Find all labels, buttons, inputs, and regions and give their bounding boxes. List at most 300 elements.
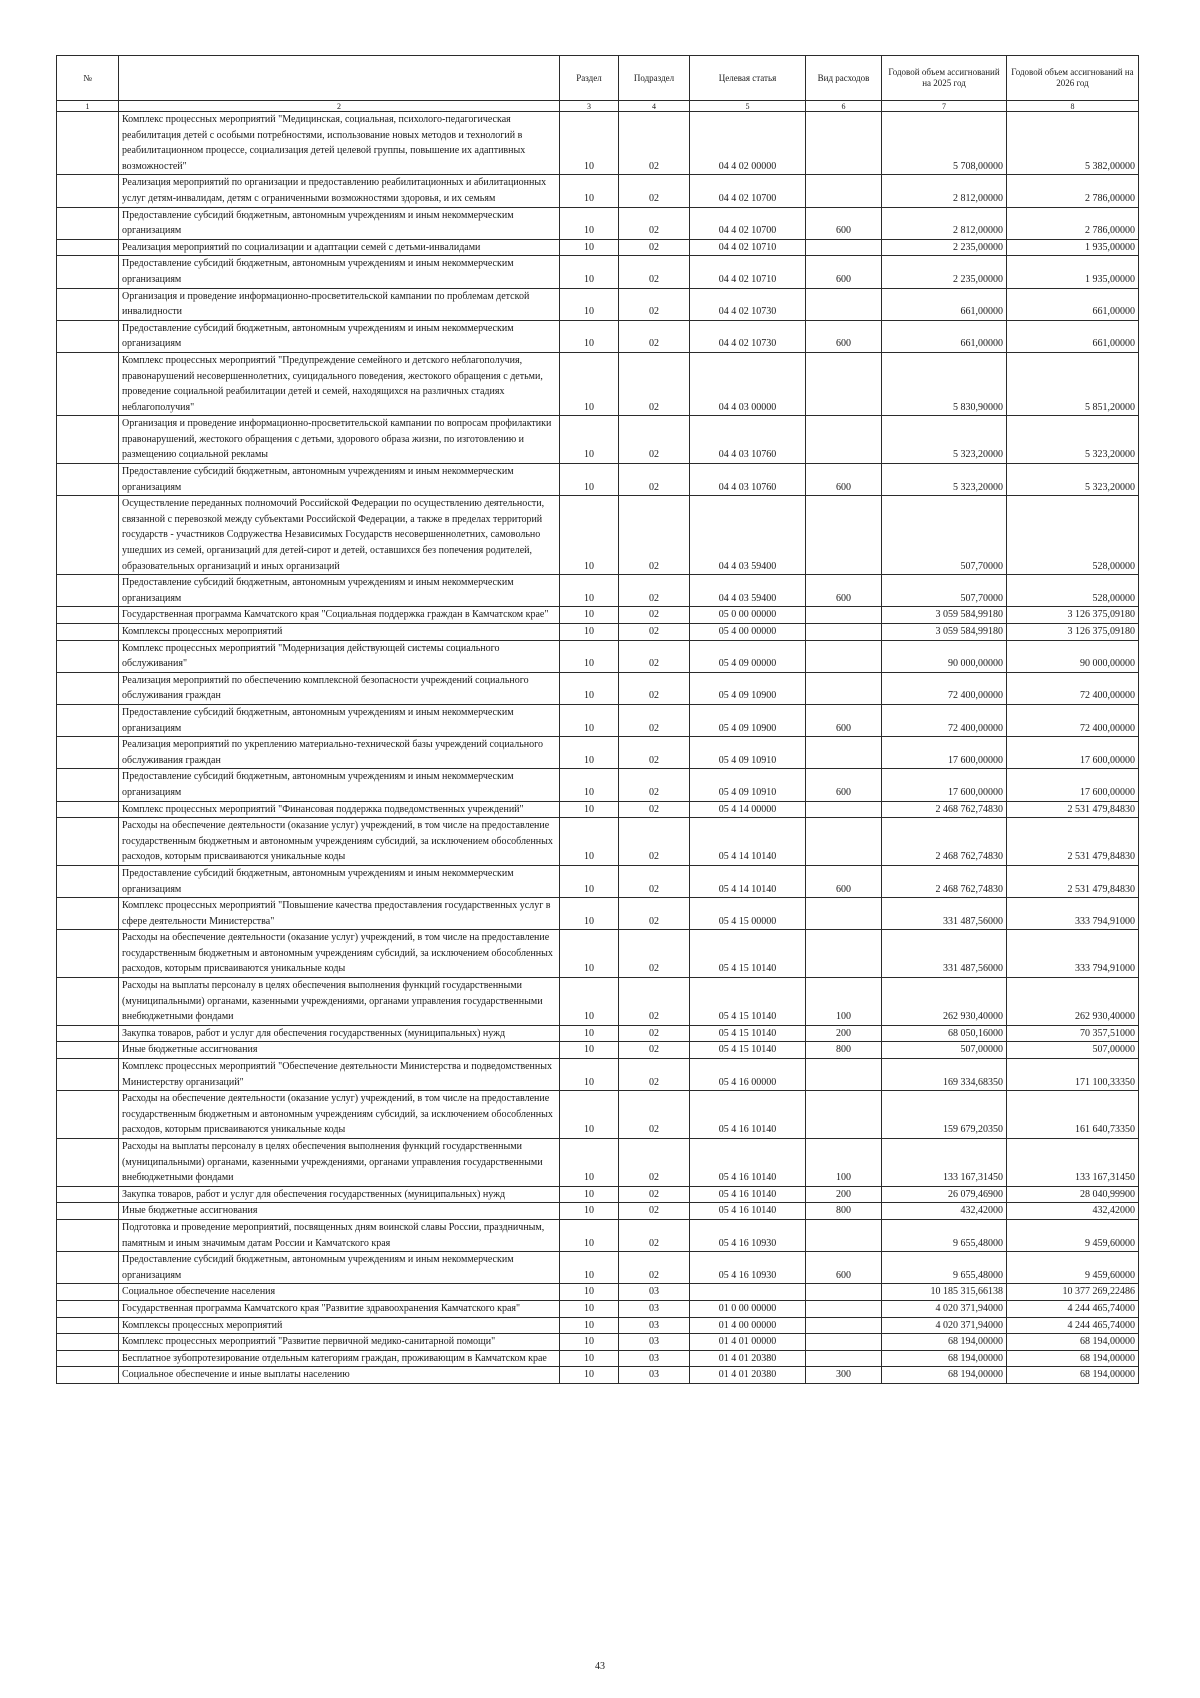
row-target-code: 05 4 15 10140 xyxy=(690,1025,806,1042)
num-cell xyxy=(57,704,119,736)
row-amount-2026: 5 323,20000 xyxy=(1007,416,1139,464)
row-expense-type: 600 xyxy=(806,865,882,897)
table-row xyxy=(57,1025,1139,1042)
row-name: Организация и проведение информационно-просветительской кампании по проблемам детской инвалидности xyxy=(119,288,560,320)
row-razdel: 10 xyxy=(560,239,619,256)
row-amount-2026: 133 167,31450 xyxy=(1007,1139,1139,1187)
row-name: Реализация мероприятий по социализации и адаптации семей с детьми-инвалидами xyxy=(119,239,560,256)
row-target-code: 04 4 03 10760 xyxy=(690,464,806,496)
row-target-code: 05 4 09 10910 xyxy=(690,769,806,801)
row-amount-2025: 17 600,00000 xyxy=(882,737,1007,769)
table-row xyxy=(57,1091,1139,1139)
row-podrazdel: 02 xyxy=(619,288,690,320)
num-cell xyxy=(57,1091,119,1139)
row-amount-2026: 72 400,00000 xyxy=(1007,672,1139,704)
row-target-code: 05 4 09 10900 xyxy=(690,704,806,736)
row-podrazdel: 02 xyxy=(619,1042,690,1059)
row-name: Комплекс процессных мероприятий "Обеспечение деятельности Министерства и подведомственных Министерству организаций" xyxy=(119,1059,560,1091)
row-amount-2026: 68 194,00000 xyxy=(1007,1334,1139,1351)
row-amount-2025: 17 600,00000 xyxy=(882,769,1007,801)
row-amount-2025: 507,00000 xyxy=(882,1042,1007,1059)
row-podrazdel: 02 xyxy=(619,416,690,464)
row-amount-2026: 2 786,00000 xyxy=(1007,175,1139,207)
row-amount-2025: 9 655,48000 xyxy=(882,1219,1007,1251)
table-row xyxy=(57,1284,1139,1301)
num-cell xyxy=(57,1042,119,1059)
row-amount-2025: 5 323,20000 xyxy=(882,416,1007,464)
row-amount-2026: 5 851,20000 xyxy=(1007,352,1139,415)
row-expense-type xyxy=(806,288,882,320)
num-cell xyxy=(57,496,119,575)
table-row xyxy=(57,1317,1139,1334)
row-target-code: 04 4 02 10700 xyxy=(690,207,806,239)
num-cell xyxy=(57,288,119,320)
column-number-4: 4 xyxy=(619,101,690,112)
row-target-code: 04 4 02 10710 xyxy=(690,256,806,288)
table-body xyxy=(57,112,1139,1384)
table-row xyxy=(57,207,1139,239)
num-cell xyxy=(57,1334,119,1351)
num-cell xyxy=(57,1186,119,1203)
row-target-code: 05 4 16 10140 xyxy=(690,1091,806,1139)
row-amount-2026: 171 100,33350 xyxy=(1007,1059,1139,1091)
row-name: Комплекс процессных мероприятий "Медицинская, социальная, психолого-педагогическая реабилитация детей с особыми потребностями, использование новых методов и технологий в реабилитационном процессе, социализация детей целевой группы, повышение их адаптивных возможностей" xyxy=(119,112,560,175)
row-podrazdel: 02 xyxy=(619,1252,690,1284)
row-target-code: 05 4 14 10140 xyxy=(690,818,806,866)
table-row xyxy=(57,256,1139,288)
row-name: Предоставление субсидий бюджетным, автономным учреждениям и иным некоммерческим организациям xyxy=(119,464,560,496)
row-razdel: 10 xyxy=(560,1091,619,1139)
row-target-code: 04 4 03 00000 xyxy=(690,352,806,415)
row-name: Предоставление субсидий бюджетным, автономным учреждениям и иным некоммерческим организациям xyxy=(119,769,560,801)
row-amount-2026: 70 357,51000 xyxy=(1007,1025,1139,1042)
num-cell xyxy=(57,1252,119,1284)
row-expense-type: 200 xyxy=(806,1186,882,1203)
row-target-code: 01 4 01 20380 xyxy=(690,1350,806,1367)
row-amount-2025: 2 235,00000 xyxy=(882,256,1007,288)
row-target-code: 05 4 00 00000 xyxy=(690,624,806,641)
table-row xyxy=(57,978,1139,1026)
column-number-2: 2 xyxy=(119,101,560,112)
row-expense-type: 100 xyxy=(806,1139,882,1187)
row-amount-2026: 333 794,91000 xyxy=(1007,898,1139,930)
budget-allocation-table xyxy=(56,55,1139,1384)
row-name: Расходы на обеспечение деятельности (оказание услуг) учреждений, в том числе на предоставление государственным бюджетным и автономным учреждениям субсидий, за исключением обособленных расходов, которым присваиваются уникальные коды xyxy=(119,1091,560,1139)
row-amount-2026: 68 194,00000 xyxy=(1007,1350,1139,1367)
row-name: Подготовка и проведение мероприятий, посвященных дням воинской славы России, праздничным, памятным и иным значимым датам России и Камчатского края xyxy=(119,1219,560,1251)
num-cell xyxy=(57,1350,119,1367)
row-amount-2026: 17 600,00000 xyxy=(1007,769,1139,801)
row-expense-type: 800 xyxy=(806,1203,882,1220)
table-row xyxy=(57,1367,1139,1384)
table-row xyxy=(57,464,1139,496)
num-cell xyxy=(57,352,119,415)
row-amount-2025: 68 194,00000 xyxy=(882,1334,1007,1351)
row-target-code: 05 4 16 10140 xyxy=(690,1203,806,1220)
header-razdel: Раздел xyxy=(560,56,619,101)
budget-table-sheet xyxy=(56,55,1138,1384)
row-amount-2025: 2 812,00000 xyxy=(882,207,1007,239)
num-cell xyxy=(57,1300,119,1317)
table-row xyxy=(57,930,1139,978)
row-name: Расходы на выплаты персоналу в целях обеспечения выполнения функций государственными (муниципальными) органами, казенными учреждениями, органами управления государственными внебюджетными фондами xyxy=(119,1139,560,1187)
num-cell xyxy=(57,978,119,1026)
num-cell xyxy=(57,256,119,288)
num-cell xyxy=(57,320,119,352)
row-name: Государственная программа Камчатского края "Развитие здравоохранения Камчатского края" xyxy=(119,1300,560,1317)
table-row xyxy=(57,175,1139,207)
row-target-code: 05 4 16 10140 xyxy=(690,1186,806,1203)
row-expense-type xyxy=(806,1284,882,1301)
row-amount-2025: 90 000,00000 xyxy=(882,640,1007,672)
row-amount-2026: 2 531 479,84830 xyxy=(1007,865,1139,897)
row-amount-2025: 4 020 371,94000 xyxy=(882,1300,1007,1317)
row-amount-2026: 3 126 375,09180 xyxy=(1007,624,1139,641)
row-razdel: 10 xyxy=(560,1219,619,1251)
table-row xyxy=(57,320,1139,352)
row-expense-type: 600 xyxy=(806,207,882,239)
row-name: Расходы на обеспечение деятельности (оказание услуг) учреждений, в том числе на предоставление государственным бюджетным и автономным учреждениям субсидий, за исключением обособленных расходов, которым присваиваются уникальные коды xyxy=(119,818,560,866)
row-name: Комплекс процессных мероприятий "Развитие первичной медико-санитарной помощи" xyxy=(119,1334,560,1351)
num-cell xyxy=(57,575,119,607)
row-target-code: 04 4 02 10730 xyxy=(690,288,806,320)
num-cell xyxy=(57,1317,119,1334)
row-target-code: 05 4 16 10140 xyxy=(690,1139,806,1187)
row-podrazdel: 02 xyxy=(619,1059,690,1091)
row-podrazdel: 02 xyxy=(619,898,690,930)
row-expense-type: 200 xyxy=(806,1025,882,1042)
row-amount-2026: 2 531 479,84830 xyxy=(1007,801,1139,818)
row-podrazdel: 02 xyxy=(619,239,690,256)
row-expense-type xyxy=(806,737,882,769)
row-razdel: 10 xyxy=(560,1300,619,1317)
num-cell xyxy=(57,1059,119,1091)
row-podrazdel: 03 xyxy=(619,1284,690,1301)
table-row xyxy=(57,898,1139,930)
num-cell xyxy=(57,1139,119,1187)
row-name: Закупка товаров, работ и услуг для обеспечения государственных (муниципальных) нужд xyxy=(119,1025,560,1042)
table-row xyxy=(57,801,1139,818)
table-row xyxy=(57,416,1139,464)
row-razdel: 10 xyxy=(560,175,619,207)
row-amount-2026: 2 531 479,84830 xyxy=(1007,818,1139,866)
row-razdel: 10 xyxy=(560,1317,619,1334)
row-name: Закупка товаров, работ и услуг для обеспечения государственных (муниципальных) нужд xyxy=(119,1186,560,1203)
row-razdel: 10 xyxy=(560,801,619,818)
table-row xyxy=(57,1186,1139,1203)
row-expense-type xyxy=(806,1059,882,1091)
row-expense-type xyxy=(806,898,882,930)
row-razdel: 10 xyxy=(560,575,619,607)
table-row xyxy=(57,1059,1139,1091)
row-target-code: 01 4 01 20380 xyxy=(690,1367,806,1384)
page-number: 43 xyxy=(595,1661,605,1672)
row-amount-2025: 507,70000 xyxy=(882,496,1007,575)
row-amount-2026: 4 244 465,74000 xyxy=(1007,1300,1139,1317)
row-name: Реализация мероприятий по укреплению материально-технической базы учреждений социального обслуживания граждан xyxy=(119,737,560,769)
row-amount-2025: 661,00000 xyxy=(882,320,1007,352)
row-razdel: 10 xyxy=(560,672,619,704)
num-cell xyxy=(57,737,119,769)
table-row xyxy=(57,496,1139,575)
row-target-code: 04 4 03 59400 xyxy=(690,496,806,575)
num-cell xyxy=(57,112,119,175)
num-cell xyxy=(57,175,119,207)
table-row xyxy=(57,818,1139,866)
row-name: Расходы на обеспечение деятельности (оказание услуг) учреждений, в том числе на предоставление государственным бюджетным и автономным учреждениям субсидий, за исключением обособленных расходов, которым присваиваются уникальные коды xyxy=(119,930,560,978)
row-amount-2025: 2 468 762,74830 xyxy=(882,865,1007,897)
row-podrazdel: 02 xyxy=(619,865,690,897)
row-target-code: 05 4 16 10930 xyxy=(690,1252,806,1284)
row-razdel: 10 xyxy=(560,1059,619,1091)
row-name: Предоставление субсидий бюджетным, автономным учреждениям и иным некоммерческим организациям xyxy=(119,575,560,607)
header-amount-2026: Годовой объем ассигнований на 2026 год xyxy=(1007,56,1139,101)
row-target-code: 04 4 03 10760 xyxy=(690,416,806,464)
row-podrazdel: 02 xyxy=(619,769,690,801)
row-razdel: 10 xyxy=(560,1042,619,1059)
row-expense-type xyxy=(806,801,882,818)
row-amount-2025: 3 059 584,99180 xyxy=(882,624,1007,641)
row-expense-type: 300 xyxy=(806,1367,882,1384)
row-name: Социальное обеспечение населения xyxy=(119,1284,560,1301)
row-amount-2025: 68 050,16000 xyxy=(882,1025,1007,1042)
row-expense-type xyxy=(806,607,882,624)
row-razdel: 10 xyxy=(560,256,619,288)
num-cell xyxy=(57,416,119,464)
row-name: Предоставление субсидий бюджетным, автономным учреждениям и иным некоммерческим организациям xyxy=(119,1252,560,1284)
header-row xyxy=(57,56,1139,101)
column-number-5: 5 xyxy=(690,101,806,112)
row-expense-type xyxy=(806,640,882,672)
num-cell xyxy=(57,1203,119,1220)
row-amount-2026: 5 382,00000 xyxy=(1007,112,1139,175)
row-expense-type xyxy=(806,1300,882,1317)
row-amount-2025: 5 708,00000 xyxy=(882,112,1007,175)
column-number-7: 7 xyxy=(882,101,1007,112)
row-amount-2025: 10 185 315,66138 xyxy=(882,1284,1007,1301)
row-amount-2026: 661,00000 xyxy=(1007,320,1139,352)
num-cell xyxy=(57,239,119,256)
row-razdel: 10 xyxy=(560,624,619,641)
row-amount-2025: 159 679,20350 xyxy=(882,1091,1007,1139)
row-name: Расходы на выплаты персоналу в целях обеспечения выполнения функций государственными (муниципальными) органами, казенными учреждениями, органами управления государственными внебюджетными фондами xyxy=(119,978,560,1026)
num-cell xyxy=(57,1284,119,1301)
row-expense-type: 600 xyxy=(806,320,882,352)
row-amount-2025: 169 334,68350 xyxy=(882,1059,1007,1091)
row-razdel: 10 xyxy=(560,352,619,415)
row-expense-type: 800 xyxy=(806,1042,882,1059)
table-row xyxy=(57,1350,1139,1367)
row-name: Комплекс процессных мероприятий "Финансовая поддержка подведомственных учреждений" xyxy=(119,801,560,818)
num-cell xyxy=(57,640,119,672)
table-row xyxy=(57,1219,1139,1251)
row-razdel: 10 xyxy=(560,1334,619,1351)
row-name: Предоставление субсидий бюджетным, автономным учреждениям и иным некоммерческим организациям xyxy=(119,320,560,352)
row-razdel: 10 xyxy=(560,607,619,624)
row-podrazdel: 02 xyxy=(619,207,690,239)
row-target-code: 05 4 09 10910 xyxy=(690,737,806,769)
row-amount-2025: 2 235,00000 xyxy=(882,239,1007,256)
row-podrazdel: 02 xyxy=(619,672,690,704)
row-expense-type xyxy=(806,112,882,175)
num-cell xyxy=(57,769,119,801)
row-razdel: 10 xyxy=(560,464,619,496)
row-amount-2025: 5 830,90000 xyxy=(882,352,1007,415)
row-podrazdel: 02 xyxy=(619,1091,690,1139)
num-cell xyxy=(57,865,119,897)
row-expense-type: 600 xyxy=(806,1252,882,1284)
num-cell xyxy=(57,818,119,866)
row-target-code: 04 4 02 10700 xyxy=(690,175,806,207)
row-expense-type: 600 xyxy=(806,464,882,496)
row-name: Комплексы процессных мероприятий xyxy=(119,624,560,641)
column-number-3: 3 xyxy=(560,101,619,112)
row-expense-type xyxy=(806,1334,882,1351)
row-expense-type xyxy=(806,1350,882,1367)
num-cell xyxy=(57,624,119,641)
row-target-code: 05 4 15 00000 xyxy=(690,898,806,930)
row-expense-type xyxy=(806,1091,882,1139)
row-podrazdel: 02 xyxy=(619,1139,690,1187)
row-expense-type xyxy=(806,624,882,641)
row-amount-2026: 528,00000 xyxy=(1007,575,1139,607)
column-number-6: 6 xyxy=(806,101,882,112)
row-target-code: 01 4 01 00000 xyxy=(690,1334,806,1351)
row-razdel: 10 xyxy=(560,1252,619,1284)
row-amount-2026: 9 459,60000 xyxy=(1007,1219,1139,1251)
row-amount-2025: 507,70000 xyxy=(882,575,1007,607)
row-podrazdel: 02 xyxy=(619,1219,690,1251)
row-amount-2026: 72 400,00000 xyxy=(1007,704,1139,736)
row-amount-2025: 4 020 371,94000 xyxy=(882,1317,1007,1334)
row-podrazdel: 02 xyxy=(619,464,690,496)
row-razdel: 10 xyxy=(560,1186,619,1203)
table-row xyxy=(57,288,1139,320)
header-amount-2025: Годовой объем ассигнований на 2025 год xyxy=(882,56,1007,101)
table-row xyxy=(57,704,1139,736)
table-row xyxy=(57,1203,1139,1220)
row-podrazdel: 02 xyxy=(619,818,690,866)
row-expense-type xyxy=(806,175,882,207)
row-name: Социальное обеспечение и иные выплаты населению xyxy=(119,1367,560,1384)
table-row xyxy=(57,865,1139,897)
row-amount-2026: 9 459,60000 xyxy=(1007,1252,1139,1284)
row-target-code: 04 4 02 10730 xyxy=(690,320,806,352)
row-amount-2025: 3 059 584,99180 xyxy=(882,607,1007,624)
num-cell xyxy=(57,898,119,930)
num-cell xyxy=(57,1219,119,1251)
num-cell xyxy=(57,464,119,496)
row-target-code: 04 4 02 10710 xyxy=(690,239,806,256)
row-amount-2025: 331 487,56000 xyxy=(882,898,1007,930)
row-target-code: 05 4 14 00000 xyxy=(690,801,806,818)
table-row xyxy=(57,575,1139,607)
column-number-1: 1 xyxy=(57,101,119,112)
row-razdel: 10 xyxy=(560,1350,619,1367)
row-podrazdel: 02 xyxy=(619,978,690,1026)
row-amount-2025: 432,42000 xyxy=(882,1203,1007,1220)
row-name: Иные бюджетные ассигнования xyxy=(119,1042,560,1059)
table-header xyxy=(57,56,1139,112)
row-amount-2026: 262 930,40000 xyxy=(1007,978,1139,1026)
row-amount-2025: 2 812,00000 xyxy=(882,175,1007,207)
row-razdel: 10 xyxy=(560,288,619,320)
row-razdel: 10 xyxy=(560,930,619,978)
row-razdel: 10 xyxy=(560,640,619,672)
row-name: Реализация мероприятий по организации и предоставлению реабилитационных и абилитационных услуг детям-инвалидам, детям с ограниченными возможностями здоровья, и их семьям xyxy=(119,175,560,207)
num-cell xyxy=(57,1367,119,1384)
row-amount-2025: 661,00000 xyxy=(882,288,1007,320)
table-row xyxy=(57,1252,1139,1284)
row-razdel: 10 xyxy=(560,416,619,464)
num-cell xyxy=(57,801,119,818)
row-expense-type: 600 xyxy=(806,575,882,607)
row-razdel: 10 xyxy=(560,704,619,736)
num-cell xyxy=(57,672,119,704)
row-podrazdel: 02 xyxy=(619,1186,690,1203)
header-name xyxy=(119,56,560,101)
row-name: Комплекс процессных мероприятий "Предупреждение семейного и детского неблагополучия, правонарушений несовершеннолетних, суицидального поведения, жестокого обращения с детьми, проведение социальной реабилитации детей и семей, находящихся на различных стадиях неблагополучия" xyxy=(119,352,560,415)
row-podrazdel: 02 xyxy=(619,737,690,769)
row-name: Предоставление субсидий бюджетным, автономным учреждениям и иным некоммерческим организациям xyxy=(119,704,560,736)
row-expense-type xyxy=(806,496,882,575)
row-target-code: 04 4 03 59400 xyxy=(690,575,806,607)
row-razdel: 10 xyxy=(560,496,619,575)
row-podrazdel: 02 xyxy=(619,256,690,288)
row-name: Осуществление переданных полномочий Российской Федерации по осуществлению деятельности, связанной с перевозкой между субъектами Российской Федерации, а также в пределах территорий государств - участников Содружества Независимых Государств несовершеннолетних, самовольно ушедших из семей, организаций для детей-сирот и детей, оставшихся без попечения родителей, образовательных организаций и иных организаций xyxy=(119,496,560,575)
row-name: Предоставление субсидий бюджетным, автономным учреждениям и иным некоммерческим организациям xyxy=(119,256,560,288)
row-expense-type: 600 xyxy=(806,256,882,288)
row-podrazdel: 02 xyxy=(619,704,690,736)
table-row xyxy=(57,1300,1139,1317)
row-podrazdel: 02 xyxy=(619,607,690,624)
row-razdel: 10 xyxy=(560,769,619,801)
row-target-code: 05 4 16 10930 xyxy=(690,1219,806,1251)
table-row xyxy=(57,640,1139,672)
row-target-code: 05 4 16 00000 xyxy=(690,1059,806,1091)
row-amount-2025: 26 079,46900 xyxy=(882,1186,1007,1203)
row-target-code: 05 4 14 10140 xyxy=(690,865,806,897)
row-razdel: 10 xyxy=(560,112,619,175)
row-podrazdel: 02 xyxy=(619,496,690,575)
row-name: Комплекс процессных мероприятий "Модернизация действующей системы социального обслуживания" xyxy=(119,640,560,672)
row-amount-2025: 2 468 762,74830 xyxy=(882,818,1007,866)
row-expense-type: 100 xyxy=(806,978,882,1026)
row-amount-2026: 1 935,00000 xyxy=(1007,239,1139,256)
header-column-numbers xyxy=(57,101,1139,112)
row-razdel: 10 xyxy=(560,898,619,930)
column-number-8: 8 xyxy=(1007,101,1139,112)
row-podrazdel: 02 xyxy=(619,624,690,641)
row-amount-2026: 432,42000 xyxy=(1007,1203,1139,1220)
header-podrazdel: Подраздел xyxy=(619,56,690,101)
row-amount-2025: 72 400,00000 xyxy=(882,672,1007,704)
row-amount-2026: 2 786,00000 xyxy=(1007,207,1139,239)
row-target-code: 01 4 00 00000 xyxy=(690,1317,806,1334)
row-expense-type xyxy=(806,672,882,704)
table-row xyxy=(57,352,1139,415)
row-amount-2025: 2 468 762,74830 xyxy=(882,801,1007,818)
row-razdel: 10 xyxy=(560,865,619,897)
row-expense-type: 600 xyxy=(806,704,882,736)
row-podrazdel: 02 xyxy=(619,112,690,175)
row-amount-2025: 133 167,31450 xyxy=(882,1139,1007,1187)
row-podrazdel: 02 xyxy=(619,1025,690,1042)
row-razdel: 10 xyxy=(560,1203,619,1220)
row-podrazdel: 02 xyxy=(619,575,690,607)
row-name: Организация и проведение информационно-просветительской кампании по вопросам профилактики правонарушений, жестокого обращения с детьми, здорового образа жизни, по изготовлению и размещению социальной рекламы xyxy=(119,416,560,464)
row-amount-2025: 72 400,00000 xyxy=(882,704,1007,736)
